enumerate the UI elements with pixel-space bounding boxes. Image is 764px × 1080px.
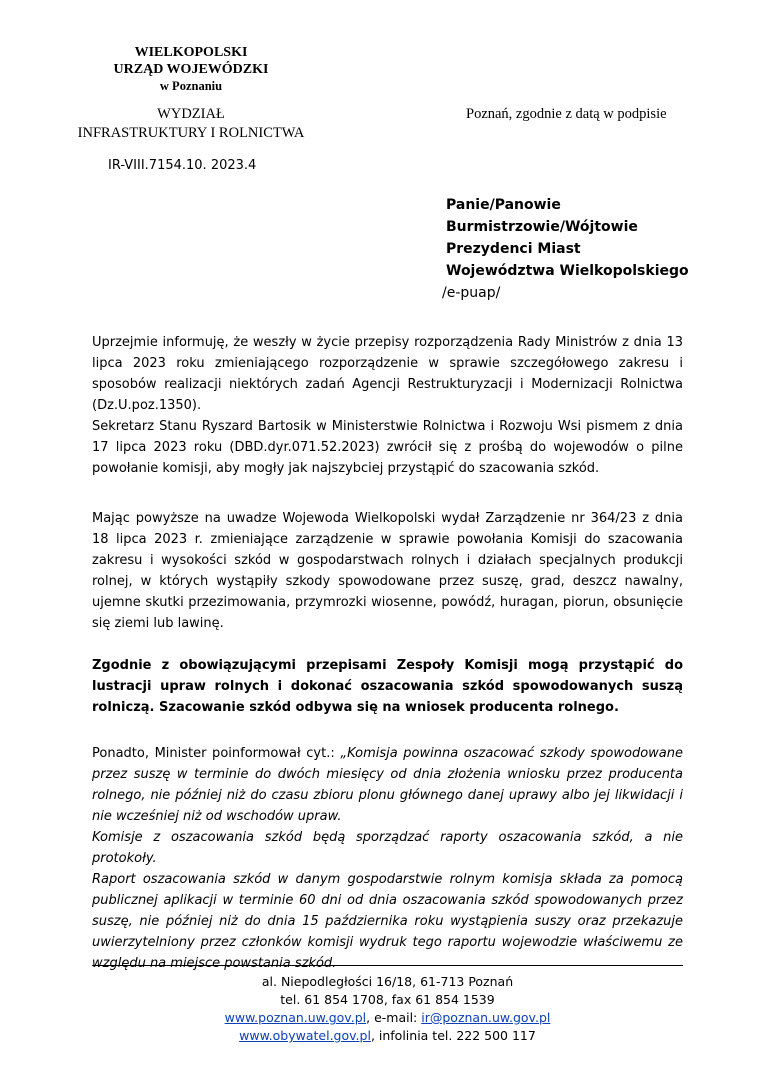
quote-intro: Ponadto, Minister poinformował cyt.: [92,746,341,761]
footer [92,973,683,1045]
office-name-line1: WIELKOPOLSKI [134,45,248,60]
paragraph-ordinance: Mając powyższe na uwadze Wojewoda Wielkopolski wydał Zarządzenie nr 364/23 z dnia 18 lipca 2023 r. zmieniające zarządzenie w sprawie powołania Komisji do szacowania zakresu i wysokości szkód w gospodarstwach rolnych i działach specjalnych produkcji rolnej, w których wystąpiły szkody spowodowane przez suszę, grad, deszcz nawalny, ujemne skutki przezimowania, przymrozki wiosenne, powódź, huragan, piorun, obsunięcie się ziemi lub lawinę. [92,511,683,631]
reference-number: IR-VIII.7154.10. 2023.4 [108,158,257,173]
place-date: Poznań, zgodnie z datą w podpisie [466,106,667,122]
addressee-line2: Burmistrzowie/Wójtowie [446,219,638,235]
paragraph-secretary: Sekretarz Stanu Ryszard Bartosik w Ministerstwie Rolnictwa i Rozwoju Wsi pismem z dnia 17 lipca 2023 roku (DBD.dyr.071.52.2023) zwrócił się z prośbą do wojewodów o pilne powołanie komisji, aby mogły jak najszybciej przystąpić do szacowania szkód. [92,419,683,476]
footer-phone: tel. 61 854 1708, fax 61 854 1539 [280,992,495,1007]
email-link[interactable]: ir@poznan.uw.gov.pl [421,1010,551,1025]
office-name-line3: w Poznaniu [159,79,223,93]
footer-hotline-line [92,1027,683,1045]
quote-text-3: Raport oszacowania szkód w danym gospodarstwie rolnym komisja składa za pomocą publicznej aplikacji w terminie 60 dni od dnia oszacowania szkód spowodowanych przez suszę, nie później niż do dnia 15 października roku wystąpienia suszy oraz przekazuje uwierzytelniony przez członków komisji wydruk tego raportu wojewodzie właściwemu ze względu na miejsce powstania szkód. [92,872,683,971]
body-section-2 [92,508,683,634]
quote-text-2: Komisje z oszacowania szkód będą sporządzać raporty oszacowania szkód, a nie protokoły. [92,830,683,866]
department-name [60,105,322,143]
paragraph-minister-quote [92,743,683,827]
paragraph-regulation: Uprzejmie informuję, że weszły w życie przepisy rozporządzenia Rady Ministrów z dnia 13 lipca 2023 roku zmieniającego rozporządzenie w sprawie szczegółowego zakresu i sposobów realizacji niektórych zadań Agencji Restrukturyzacji i Modernizacji Rolnictwa (Dz.U.poz.1350). [92,335,683,413]
body-section-4 [92,743,683,974]
body-section-1 [92,332,683,479]
footer-address: al. Niepodległości 16/18, 61-713 Poznań [261,974,514,989]
office-name-line2: URZĄD WOJEWÓDZKI [113,62,269,77]
addressee-line4: Województwa Wielkopolskiego [446,263,689,279]
hotline-text: , infolinia tel. 222 500 117 [370,1028,536,1043]
department-line2: INFRASTRUKTURY I ROLNICTWA [77,125,305,141]
website-link[interactable]: www.poznan.uw.gov.pl [224,1010,367,1025]
footer-divider [92,965,683,966]
footer-contact-line [92,1009,683,1027]
paragraph-bold-notice: Zgodnie z obowiązującymi przepisami Zespoły Komisji mogą przystąpić do lustracji upraw rolnych i dokonać oszacowania szkód spowodowanych suszą rolniczą. Szacowanie szkód odbywa się na wniosek producenta rolnego. [92,658,683,715]
addressee-line1: Panie/Panowie [446,197,561,213]
body-section-3 [92,655,683,718]
obywatel-link[interactable]: www.obywatel.gov.pl [239,1028,371,1043]
addressee-block [442,194,689,304]
addressee-line3: Prezydenci Miast [446,241,581,257]
department-line1: WYDZIAŁ [157,106,225,122]
addressee-delivery: /e-puap/ [442,285,501,301]
office-name [60,44,322,95]
quote-text-1: „Komisja powinna oszacować szkody spowodowane przez suszę w terminie do dwóch miesięcy od dnia złożenia wniosku przez producenta rolnego, nie później niż do czasu zbioru plonu głównego danej uprawy albo jej likwidacji i nie wcześniej niż od wschodów upraw. [92,746,683,824]
email-label: , e-mail: [366,1010,422,1025]
